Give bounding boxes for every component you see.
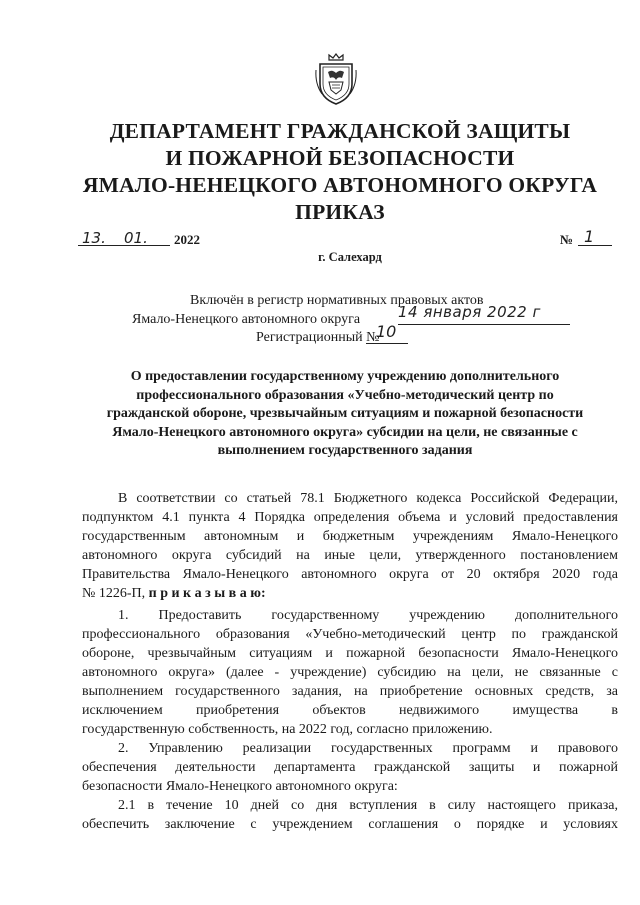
subject-line: выполнением государственного задания	[217, 443, 473, 458]
subject-line: профессионального образования «Учебно-методический центр по	[136, 387, 554, 403]
order-subject	[95, 368, 595, 461]
item-2-1-paragraph	[82, 796, 618, 834]
registry-number-handwritten: 10	[376, 322, 397, 341]
department-title	[60, 118, 620, 226]
date-underline	[78, 245, 170, 246]
department-line-1: ДЕПАРТАМЕНТ ГРАЖДАНСКОЙ ЗАЩИТЫ	[109, 119, 571, 143]
date-year: 2022	[174, 232, 200, 247]
subject-line: гражданской обороне, чрезвычайным ситуациям и пожарной безопасности	[106, 406, 584, 421]
text-line: Правительства Ямало-Ненецкого автономного округа от 20 октября 2020 года	[82, 567, 618, 582]
coat-of-arms-emblem	[314, 50, 358, 106]
order-verb: п р и к а з ы в а ю:	[148, 586, 266, 601]
item-2-paragraph	[82, 739, 618, 796]
registry-line-2: Ямало-Ненецкого автономного округа	[132, 312, 361, 327]
date-month: 01.	[124, 229, 148, 247]
text-line: выполнением государственного задания, на приобретение основных средств, за	[82, 684, 618, 699]
text-line: государственную собственность, на 2022 год, согласно приложению.	[82, 722, 493, 737]
text-line: обеспечения деятельности департамента гражданской защиты и пожарной	[82, 760, 618, 775]
text-line: государственным автономным и бюджетным учреждениям Ямало-Ненецкого	[82, 529, 618, 544]
text-line: автономного округа» (далее - учреждение) субсидию на цели, не связанные с	[82, 665, 618, 680]
text-line: автономного округа субсидий на иные цели, утвержденного постановлением	[82, 548, 618, 563]
text-line: безопасности Ямало-Ненецкого автономного округа:	[82, 779, 398, 794]
subject-line: О предоставлении государственному учреждению дополнительного	[130, 369, 560, 384]
text-line	[82, 584, 618, 603]
text-line: обороне, чрезвычайным ситуациям и пожарной безопасности Ямало-Ненецкого	[82, 646, 618, 661]
registry-line-1: Включён в регистр нормативных правовых актов	[190, 293, 484, 308]
registry-date-underline	[398, 324, 570, 325]
text-line: 2.1 в течение 10 дней со дня вступления в силу настоящего приказа,	[118, 798, 618, 813]
text-line: исключением приобретения объектов недвижимого имущества в	[82, 703, 618, 718]
text-line: В соответствии со статьей 78.1 Бюджетного кодекса Российской Федерации,	[118, 491, 618, 506]
number-underline	[578, 245, 612, 246]
item-1-paragraph	[82, 606, 618, 739]
registry-number-underline	[366, 343, 408, 344]
order-reference: № 1226-П,	[82, 586, 146, 601]
text-line: подпунктом 4.1 пункта 4 Порядка определения объема и условий предоставления	[82, 510, 618, 525]
department-line-2: И ПОЖАРНОЙ БЕЗОПАСНОСТИ	[165, 146, 515, 170]
registry-line-3: Регистрационный №	[256, 330, 380, 345]
text-line: 2. Управлению реализации государственных программ и правового	[118, 741, 618, 756]
document-number: 1	[584, 227, 595, 246]
date-number-row	[78, 227, 618, 251]
document-type: ПРИКАЗ	[295, 200, 385, 224]
date-day: 13.	[82, 229, 106, 247]
text-line: профессионального образования «Учебно-методический центр по гражданской	[82, 627, 618, 642]
department-line-3: ЯМАЛО-НЕНЕЦКОГО АВТОНОМНОГО ОКРУГА	[82, 173, 598, 197]
number-label: №	[560, 232, 574, 247]
intro-paragraph	[82, 489, 618, 603]
city: г. Салехард	[318, 250, 382, 264]
text-line: 1. Предоставить государственному учреждению дополнительного	[118, 608, 618, 623]
subject-line: Ямало-Ненецкого автономного округа» субсидии на цели, не связанные с	[112, 424, 578, 440]
text-line: обеспечить заключение с учреждением соглашения о порядке и условиях	[82, 817, 618, 832]
registry-date-handwritten: 14 января 2022 г	[398, 303, 541, 321]
